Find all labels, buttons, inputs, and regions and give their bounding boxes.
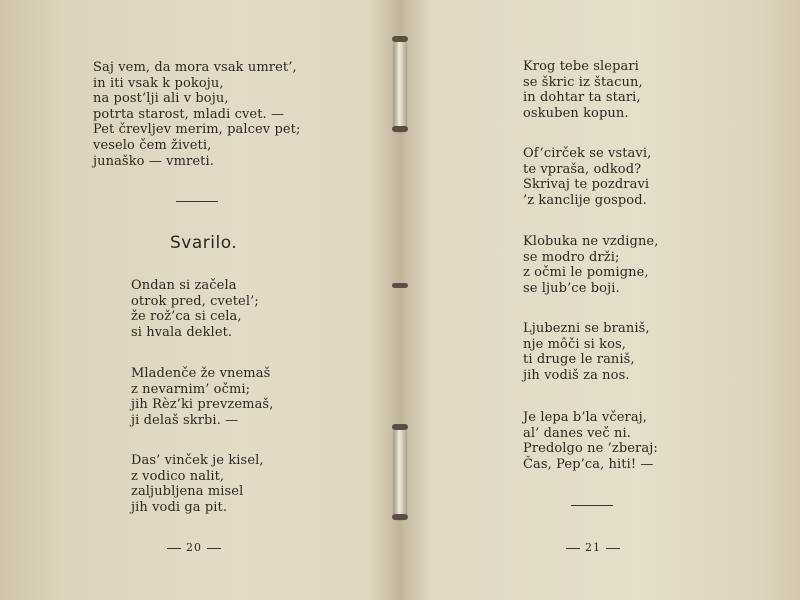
verse-line: Ondan si začela xyxy=(131,278,237,293)
verse-line: že rož’ca si cela, xyxy=(131,309,242,325)
verse-line: veselo čem živeti, xyxy=(93,137,212,153)
verse-line: na post’lji ali v boju, xyxy=(93,91,229,107)
verse-line: al’ danes več ni. xyxy=(523,425,631,441)
verse-line: jih vodiš za nos. xyxy=(523,367,630,383)
verse-line: otrok pred, cvetel’; xyxy=(131,293,259,309)
verse-line: oskuben kopun. xyxy=(523,105,629,121)
verse-line: Skrivaj te pozdravi xyxy=(523,177,650,193)
stanza xyxy=(523,234,658,296)
verse-line: ’z kanclije gospod. xyxy=(523,192,647,208)
verse-line: in iti vsak k pokoju, xyxy=(93,75,224,91)
stanza xyxy=(131,278,259,340)
page-number xyxy=(561,541,625,554)
verse-line: Mladenče že vnemaš xyxy=(131,366,271,381)
stanza xyxy=(131,366,273,428)
verse-line: z vodico nalit, xyxy=(131,468,225,484)
verse-line: Je lepa b’la včeraj, xyxy=(523,410,648,425)
section-divider xyxy=(176,201,218,202)
poem-title: Svarilo. xyxy=(170,233,238,253)
verse-line: nje môči si kos, xyxy=(523,336,627,352)
verse-line: Pet črevljev merim, palcev pet; xyxy=(93,122,301,138)
stanza xyxy=(523,59,643,121)
stanza xyxy=(131,453,264,515)
stanza xyxy=(523,321,650,383)
page-number-text: 20 xyxy=(186,541,202,554)
section-divider xyxy=(571,505,613,506)
verse-line: z nevarnim’ očmi; xyxy=(131,381,251,397)
verse-line: junaško — vmreti. xyxy=(93,153,214,169)
verse-line: Čas, Pep’ca, hiti! — xyxy=(523,456,654,472)
verse-line: in dohtar ta stari, xyxy=(523,90,641,106)
verse-line: Klobuka ne vzdigne, xyxy=(523,234,659,249)
verse-line: te vpraša, odkod? xyxy=(523,161,642,177)
stanza xyxy=(523,146,651,208)
verse-line: ji delaš skrbi. — xyxy=(131,412,239,428)
verse-line: se modro drži; xyxy=(523,249,620,265)
page-number-text: 21 xyxy=(585,541,601,554)
stanza xyxy=(523,410,658,472)
verse-line: jih vodi ga pit. xyxy=(131,499,228,515)
verse-line: Krog tebe slepari xyxy=(523,59,639,74)
verse-line: Predolgo ne ’zberaj: xyxy=(523,441,658,457)
verse-line: Saj vem, da mora vsak umret’, xyxy=(93,60,297,75)
page-number xyxy=(162,541,226,554)
verse-line: z očmi le pomigne, xyxy=(523,265,649,281)
verse-line: potrta starost, mladi cvet. — xyxy=(93,106,285,122)
opening-stanza xyxy=(93,60,301,169)
verse-line: si hvala deklet. xyxy=(131,324,233,340)
verse-line: Of’cirček se vstavi, xyxy=(523,146,652,161)
left-page xyxy=(0,0,390,600)
verse-line: ti druge le raniš, xyxy=(523,352,635,368)
right-page xyxy=(400,0,800,600)
verse-line: Das’ vinček je kisel, xyxy=(131,453,264,468)
verse-line: se škric iz štacun, xyxy=(523,74,643,90)
verse-line: zaljubljena misel xyxy=(131,484,244,500)
verse-line: Ljubezni se braniš, xyxy=(523,321,650,336)
verse-line: se ljub’ce boji. xyxy=(523,280,620,296)
verse-line: jih Rèz’ki prevzemaš, xyxy=(131,397,274,413)
